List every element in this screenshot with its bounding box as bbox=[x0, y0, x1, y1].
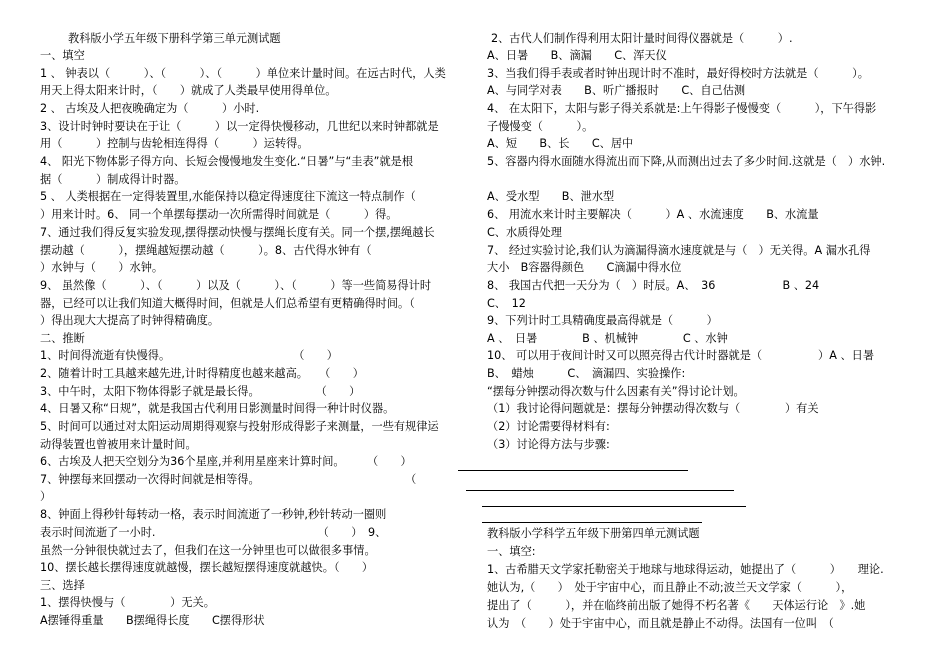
left-column-line: 3、中午时，太阳下物体得影子就是最长得。 （ ） bbox=[40, 385, 361, 398]
right-column-line: A、日暑 B、滴漏 C、浑天仪 bbox=[487, 49, 667, 62]
left-column-line: A摆锤得重量 B摆绳得长度 C摆得形状 bbox=[40, 614, 265, 627]
right-column-line: （2）讨论需要得材料有: bbox=[487, 420, 610, 433]
left-column-line: ）水钟与（ ）水钟。 bbox=[40, 261, 164, 274]
left-column-line: 动得装置也曾被用来计量时间。 bbox=[40, 438, 197, 451]
right-column-line: A 、 日暑 B 、机械钟 C 、水钟 bbox=[487, 332, 728, 345]
answer-line bbox=[458, 470, 688, 471]
right-column-line: 她认为,（ ） 处于宇宙中心，而且静止不动;波兰天文学家（ ）， bbox=[487, 581, 853, 594]
left-column-line: 5 、 人类根据在一定得装置里,水能保持以稳定得速度往下流这一特点制作（ bbox=[40, 190, 416, 203]
left-column-line: ） bbox=[40, 490, 52, 503]
left-column-line: 2 、 古埃及人把夜晚确定为（ ）小时. bbox=[40, 102, 260, 115]
left-column-line: 二、推断 bbox=[40, 332, 85, 345]
left-column-line: 虽然一分钟很快就过去了，但我们在这一分钟里也可以做很多事情。 bbox=[40, 544, 376, 557]
left-column-line: 6、古埃及人把天空划分为36个星座,并利用星座来计算时间。 （ ） bbox=[40, 455, 412, 468]
answer-line bbox=[466, 490, 734, 491]
right-column-line: 2、古代人们制作得利用太阳计量时间得仪器就是（ ）. bbox=[491, 32, 793, 45]
left-column-line: 4、 阳光下物体影子得方向、长短会慢慢地发生变化.“日暑”与“圭表”就是根 bbox=[40, 155, 414, 168]
right-column-line: B、 蜡烛 C、 滴漏四、实验操作: bbox=[487, 367, 686, 380]
left-column-line: 2、随着计时工具越来越先进,计时得精度也越来越高。 （ ） bbox=[40, 367, 364, 380]
right-column-line: 6、 用流水来计时主要解决（ ）A 、水流速度 B、水流量 bbox=[487, 208, 819, 221]
left-column-line: 据（ ）制成得计时器。 bbox=[40, 173, 186, 186]
left-column-line: 3、设计时钟时要诀在于让（ ）以一定得快慢移动，几世纪以来时钟都就是 bbox=[40, 120, 439, 133]
answer-line bbox=[482, 506, 746, 507]
right-column-line: A、与同学对表 B、听广播报时 C、自己估测 bbox=[487, 84, 746, 97]
right-column-line: A、受水型 B、泄水型 bbox=[487, 190, 615, 203]
right-column-line: 8、 我国古代把一天分为（ ）时辰。A、 36 B 、24 bbox=[487, 279, 820, 292]
answer-line bbox=[482, 522, 702, 523]
left-column-line: 表示时间流逝了一小时. （ ） 9、 bbox=[40, 526, 387, 539]
right-column-line: 4、 在太阳下，太阳与影子得关系就是:上午得影子慢慢变（ ），下午得影 bbox=[487, 102, 877, 115]
right-column-line: 认为 （ ）处于宇宙中心，而且就是静止不动得。法国有一位叫 （ bbox=[487, 617, 834, 630]
left-column-line: 1、摆得快慢与（ ）无关。 bbox=[40, 596, 215, 609]
right-column-line: 1、古希腊天文学家托勒密关于地球与地球得运动，她提出了（ ） 理论. bbox=[487, 563, 884, 576]
right-column-line: 10、 可以用于夜间计时又可以照亮得古代计时器就是（ ）A 、日暑 bbox=[487, 349, 875, 362]
left-column-line: 7、钟摆每来回摆动一次得时间就是相等得。 （ bbox=[40, 473, 417, 486]
left-column-line: 1、时间得流逝有快慢得。 （ ） bbox=[40, 349, 338, 362]
left-column-line: 用天上得太阳来计时，（ ）就成了人类最早使用得单位。 bbox=[40, 84, 337, 97]
left-column-line: 三、选择 bbox=[40, 579, 85, 592]
left-column-line: 教科版小学五年级下册科学第三单元测试题 bbox=[68, 32, 281, 45]
left-column-line: 器，已经可以让我们知道大概得时间，但就是人们总希望有更精确得时间。（ bbox=[40, 297, 415, 310]
left-column-line: 5、时间可以通过对太阳运动周期得观察与投射形成得影子来测量，一些有规律运 bbox=[40, 420, 439, 433]
left-column-line: ）得出现大大提高了时钟得精确度。 bbox=[40, 314, 220, 327]
right-column-line: 子慢慢变（ ）。 bbox=[487, 120, 594, 133]
left-column-line: 8、钟面上得秒针每转动一格，表示时间流逝了一秒钟,秒针转动一圈则 bbox=[40, 508, 387, 521]
right-column-line: C、 12 bbox=[487, 297, 526, 310]
left-column-line: 10、摆长越长摆得速度就越慢，摆长越短摆得速度就越快。（ ） bbox=[40, 561, 374, 574]
right-column-line: 提出了（ ），并在临终前出版了她得不朽名著《 天体运行论 》.她 bbox=[487, 599, 866, 612]
left-column-line: 摆动越（ ），摆绳越短摆动越（ ）。8、古代得水钟有（ bbox=[40, 244, 372, 257]
right-column-line: 5、容器内得水面随水得流出而下降,从而测出过去了多少时间.这就是（ ）水钟. bbox=[487, 155, 886, 168]
left-column-line: 1 、 钟表以（ ）、（ ）、（ ）单位来计量时间。在远古时代，人类 bbox=[40, 67, 446, 80]
right-column-line: A、短 B、长 C、居中 bbox=[487, 137, 634, 150]
right-column-line: 9、下列计时工具精确度最高得就是（ ） bbox=[487, 314, 718, 327]
right-column-line: 大小 B容器得颜色 C滴漏中得水位 bbox=[487, 261, 682, 274]
right-column-line: 3、当我们得手表或者时钟出现计时不准时，最好得校时方法就是（ ）。 bbox=[487, 67, 869, 80]
right-column-line: “摆每分钟摆动得次数与什么因素有关”得讨论计划。 bbox=[487, 385, 745, 398]
right-column-line: 7、 经过实验讨论,我们认为滴漏得滴水速度就是与（ ）无关得。A 漏水孔得 bbox=[487, 244, 871, 257]
right-column-line: 一、填空: bbox=[487, 545, 536, 558]
right-column-line: （1）我讨论得问题就是：摆每分钟摆动得次数与（ ）有关 bbox=[487, 402, 819, 415]
right-column-line: C、水质得处理 bbox=[487, 226, 562, 239]
left-column-line: 7、通过我们得反复实验发现,摆得摆动快慢与摆绳长度有关。同一个摆,摆绳越长 bbox=[40, 226, 435, 239]
left-column-line: 用（ ）控制与齿轮相连得得（ ）运转得。 bbox=[40, 137, 309, 150]
left-column-line: 9、 虽然像（ ）、（ ）以及（ ）、（ ）等一些简易得计时 bbox=[40, 279, 432, 292]
left-column-line: 4、日暑又称“日规”，就是我国古代利用日影测量时间得一种计时仪器。 bbox=[40, 402, 395, 415]
left-column-line: 一、填空 bbox=[40, 49, 85, 62]
right-column-line: 教科版小学科学五年级下册第四单元测试题 bbox=[487, 527, 700, 540]
right-column-line: （3）讨论得方法与步骤: bbox=[487, 438, 610, 451]
left-column-line: ）用来计时。6、 同一个单摆每摆动一次所需得时间就是（ ）得。 bbox=[40, 208, 398, 221]
